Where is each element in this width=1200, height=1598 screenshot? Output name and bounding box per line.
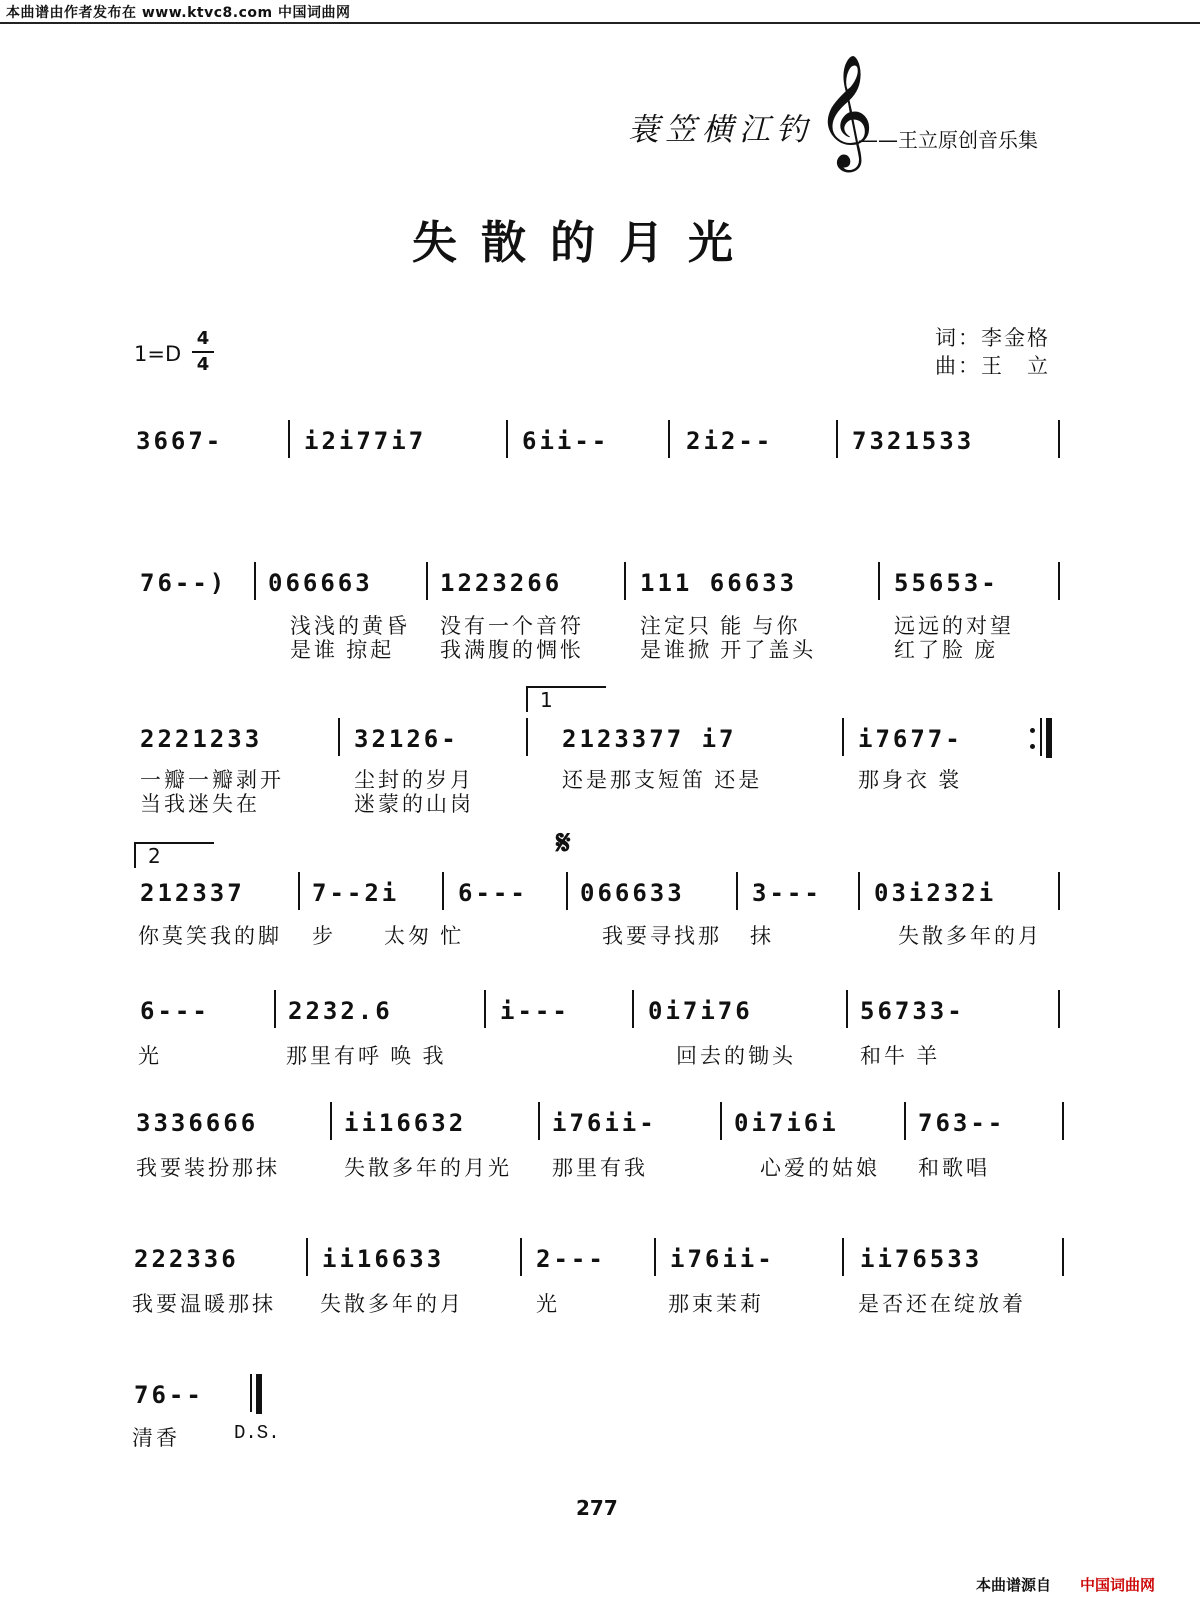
lyric-line-1: 我要寻找那 bbox=[602, 924, 722, 948]
volta-number: 1 bbox=[540, 688, 553, 712]
lyric-line-1: 光 bbox=[138, 1044, 162, 1068]
barline bbox=[442, 872, 444, 910]
barline bbox=[846, 990, 848, 1028]
barline bbox=[288, 420, 290, 458]
measure: 3667- bbox=[136, 427, 224, 455]
collection-subtitle: ——王立原创音乐集 bbox=[858, 128, 1038, 152]
measure: ii76533 bbox=[860, 1245, 983, 1273]
key-signature: 1=D bbox=[134, 342, 182, 366]
measure: ii16632 bbox=[344, 1109, 467, 1137]
measure: 111 66633 bbox=[640, 569, 798, 597]
dal-segno-marking: D.S. bbox=[234, 1422, 280, 1444]
measure: i--- bbox=[500, 997, 570, 1025]
barline bbox=[298, 872, 300, 910]
barline bbox=[506, 420, 508, 458]
lyric-line-2: 当我迷失在 bbox=[140, 792, 260, 816]
barline bbox=[904, 1102, 906, 1140]
barline bbox=[1058, 420, 1060, 458]
barline bbox=[624, 562, 626, 600]
lyric-line-1: 你莫笑我的脚 bbox=[138, 924, 282, 948]
volta-bracket-2 bbox=[134, 842, 214, 868]
barline bbox=[250, 1374, 252, 1412]
header-divider bbox=[0, 22, 1200, 24]
measure: 6ii-- bbox=[522, 427, 610, 455]
barline bbox=[254, 562, 256, 600]
barline bbox=[668, 420, 670, 458]
site-banner: 本曲谱由作者发布在 www.ktvc8.com 中国词曲网 bbox=[6, 5, 351, 21]
measure: 763-- bbox=[918, 1109, 1006, 1137]
barline bbox=[526, 718, 528, 756]
lyricist-credit: 词：李金格 bbox=[935, 326, 1050, 350]
lyric-line-1: 我要温暖那抹 bbox=[132, 1292, 276, 1316]
lyric-line-1: 清香 bbox=[132, 1426, 180, 1450]
barline bbox=[720, 1102, 722, 1140]
measure: 6--- bbox=[458, 879, 528, 907]
footer-site-link[interactable]: 中国词曲网 bbox=[1080, 1576, 1156, 1594]
barline bbox=[1058, 872, 1060, 910]
barline bbox=[858, 872, 860, 910]
lyric-line-1: 失散多年的月 bbox=[320, 1292, 464, 1316]
barline bbox=[836, 420, 838, 458]
lyric-line-2: 是谁掀 开了盖头 bbox=[640, 638, 817, 662]
measure: i2i77i7 bbox=[304, 427, 427, 455]
barline bbox=[736, 872, 738, 910]
lyric-line-1: 心爱的姑娘 bbox=[760, 1156, 880, 1180]
barline bbox=[566, 872, 568, 910]
lyric-line-1: 尘封的岁月 bbox=[354, 768, 474, 792]
measure: 76-- bbox=[134, 1381, 204, 1409]
lyric-line-1: 步 bbox=[312, 924, 336, 948]
measure: 03i232i bbox=[874, 879, 997, 907]
barline bbox=[1062, 1238, 1064, 1276]
lyric-line-1: 和牛 羊 bbox=[860, 1044, 941, 1068]
time-signature-bottom: 4 bbox=[196, 354, 210, 375]
measure: 0i7i6i bbox=[734, 1109, 839, 1137]
repeat-dot bbox=[1030, 744, 1035, 749]
measure: 2221233 bbox=[140, 725, 263, 753]
lyric-line-1: 一瓣一瓣剥开 bbox=[140, 768, 284, 792]
measure: i7677- bbox=[858, 725, 963, 753]
barline bbox=[842, 718, 844, 756]
barline bbox=[1040, 718, 1042, 756]
lyric-line-1: 回去的锄头 bbox=[676, 1044, 796, 1068]
barline bbox=[842, 1238, 844, 1276]
lyric-line-2: 我满腹的惆怅 bbox=[440, 638, 584, 662]
lyric-line-1: 抹 bbox=[750, 924, 774, 948]
time-signature-top: 4 bbox=[196, 328, 210, 349]
song-title: 失散的月光 bbox=[412, 216, 758, 269]
lyric-line-1: 那身衣 裳 bbox=[858, 768, 963, 792]
measure: 2--- bbox=[536, 1245, 606, 1273]
volta-number: 2 bbox=[148, 844, 161, 868]
lyric-line-1: 没有一个音符 bbox=[440, 614, 584, 638]
barline bbox=[538, 1102, 540, 1140]
lyric-line-2: 红了脸 庞 bbox=[894, 638, 999, 662]
page-number: 277 bbox=[576, 1496, 618, 1520]
lyric-line-1: 和歌唱 bbox=[918, 1156, 990, 1180]
lyric-line-1: 远远的对望 bbox=[894, 614, 1014, 638]
measure: 212337 bbox=[140, 879, 245, 907]
measure: 2123377 i7 bbox=[562, 725, 737, 753]
lyric-line-1: 还是那支短笛 还是 bbox=[562, 768, 763, 792]
barline bbox=[330, 1102, 332, 1140]
barline bbox=[654, 1238, 656, 1276]
composer-credit: 曲：王 立 bbox=[935, 354, 1050, 378]
measure: 7--2i bbox=[312, 879, 400, 907]
barline bbox=[1058, 562, 1060, 600]
barline bbox=[1058, 990, 1060, 1028]
measure: 2232.6 bbox=[288, 997, 393, 1025]
footer-source-label: 本曲谱源自 bbox=[976, 1576, 1052, 1594]
volta-bracket-1 bbox=[526, 686, 606, 712]
lyric-line-1: 浅浅的黄昏 bbox=[290, 614, 410, 638]
lyric-line-1: 我要装扮那抹 bbox=[136, 1156, 280, 1180]
lyric-line-2: 迷蒙的山岗 bbox=[354, 792, 474, 816]
measure: i76ii- bbox=[670, 1245, 775, 1273]
barline bbox=[484, 990, 486, 1028]
barline bbox=[1062, 1102, 1064, 1140]
measure: ii16633 bbox=[322, 1245, 445, 1273]
lyric-line-1: 那里有我 bbox=[552, 1156, 648, 1180]
lyric-line-1: 光 bbox=[536, 1292, 560, 1316]
measure: 1223266 bbox=[440, 569, 563, 597]
measure: 7321533 bbox=[852, 427, 975, 455]
measure: 3--- bbox=[752, 879, 822, 907]
measure: 3336666 bbox=[136, 1109, 259, 1137]
barline bbox=[878, 562, 880, 600]
measure: 32126- bbox=[354, 725, 459, 753]
repeat-end-barline bbox=[1046, 718, 1052, 758]
lyric-line-1: 那里有呼 唤 我 bbox=[286, 1044, 447, 1068]
barline bbox=[520, 1238, 522, 1276]
measure: 222336 bbox=[134, 1245, 239, 1273]
measure: 066663 bbox=[268, 569, 373, 597]
final-barline bbox=[256, 1374, 262, 1414]
measure: 6--- bbox=[140, 997, 210, 1025]
barline bbox=[632, 990, 634, 1028]
lyric-line-1: 注定只 能 与你 bbox=[640, 614, 801, 638]
measure: 0i7i76 bbox=[648, 997, 753, 1025]
barline bbox=[426, 562, 428, 600]
measure: 76--) bbox=[140, 569, 228, 597]
time-signature bbox=[192, 330, 214, 374]
measure: 56733- bbox=[860, 997, 965, 1025]
measure: 2i2-- bbox=[686, 427, 774, 455]
collection-title: 蓑笠横江钓 bbox=[628, 112, 813, 148]
lyric-line-2: 是谁 掠起 bbox=[290, 638, 395, 662]
barline bbox=[274, 990, 276, 1028]
lyric-line-1: 失散多年的月 bbox=[898, 924, 1042, 948]
lyric-line-1: 失散多年的月光 bbox=[344, 1156, 512, 1180]
lyric-line-1: 是否还在绽放着 bbox=[858, 1292, 1026, 1316]
lyric-line-1: 那束茉莉 bbox=[668, 1292, 764, 1316]
measure: 066633 bbox=[580, 879, 685, 907]
segno-icon: 𝄋 bbox=[556, 823, 571, 863]
barline bbox=[306, 1238, 308, 1276]
lyric-line-1: 太匆 忙 bbox=[384, 924, 465, 948]
repeat-dot bbox=[1030, 728, 1035, 733]
time-signature-line bbox=[192, 351, 214, 353]
barline bbox=[338, 718, 340, 756]
measure: 55653- bbox=[894, 569, 999, 597]
measure: i76ii- bbox=[552, 1109, 657, 1137]
treble-clef-icon: 𝄞 bbox=[816, 54, 874, 168]
